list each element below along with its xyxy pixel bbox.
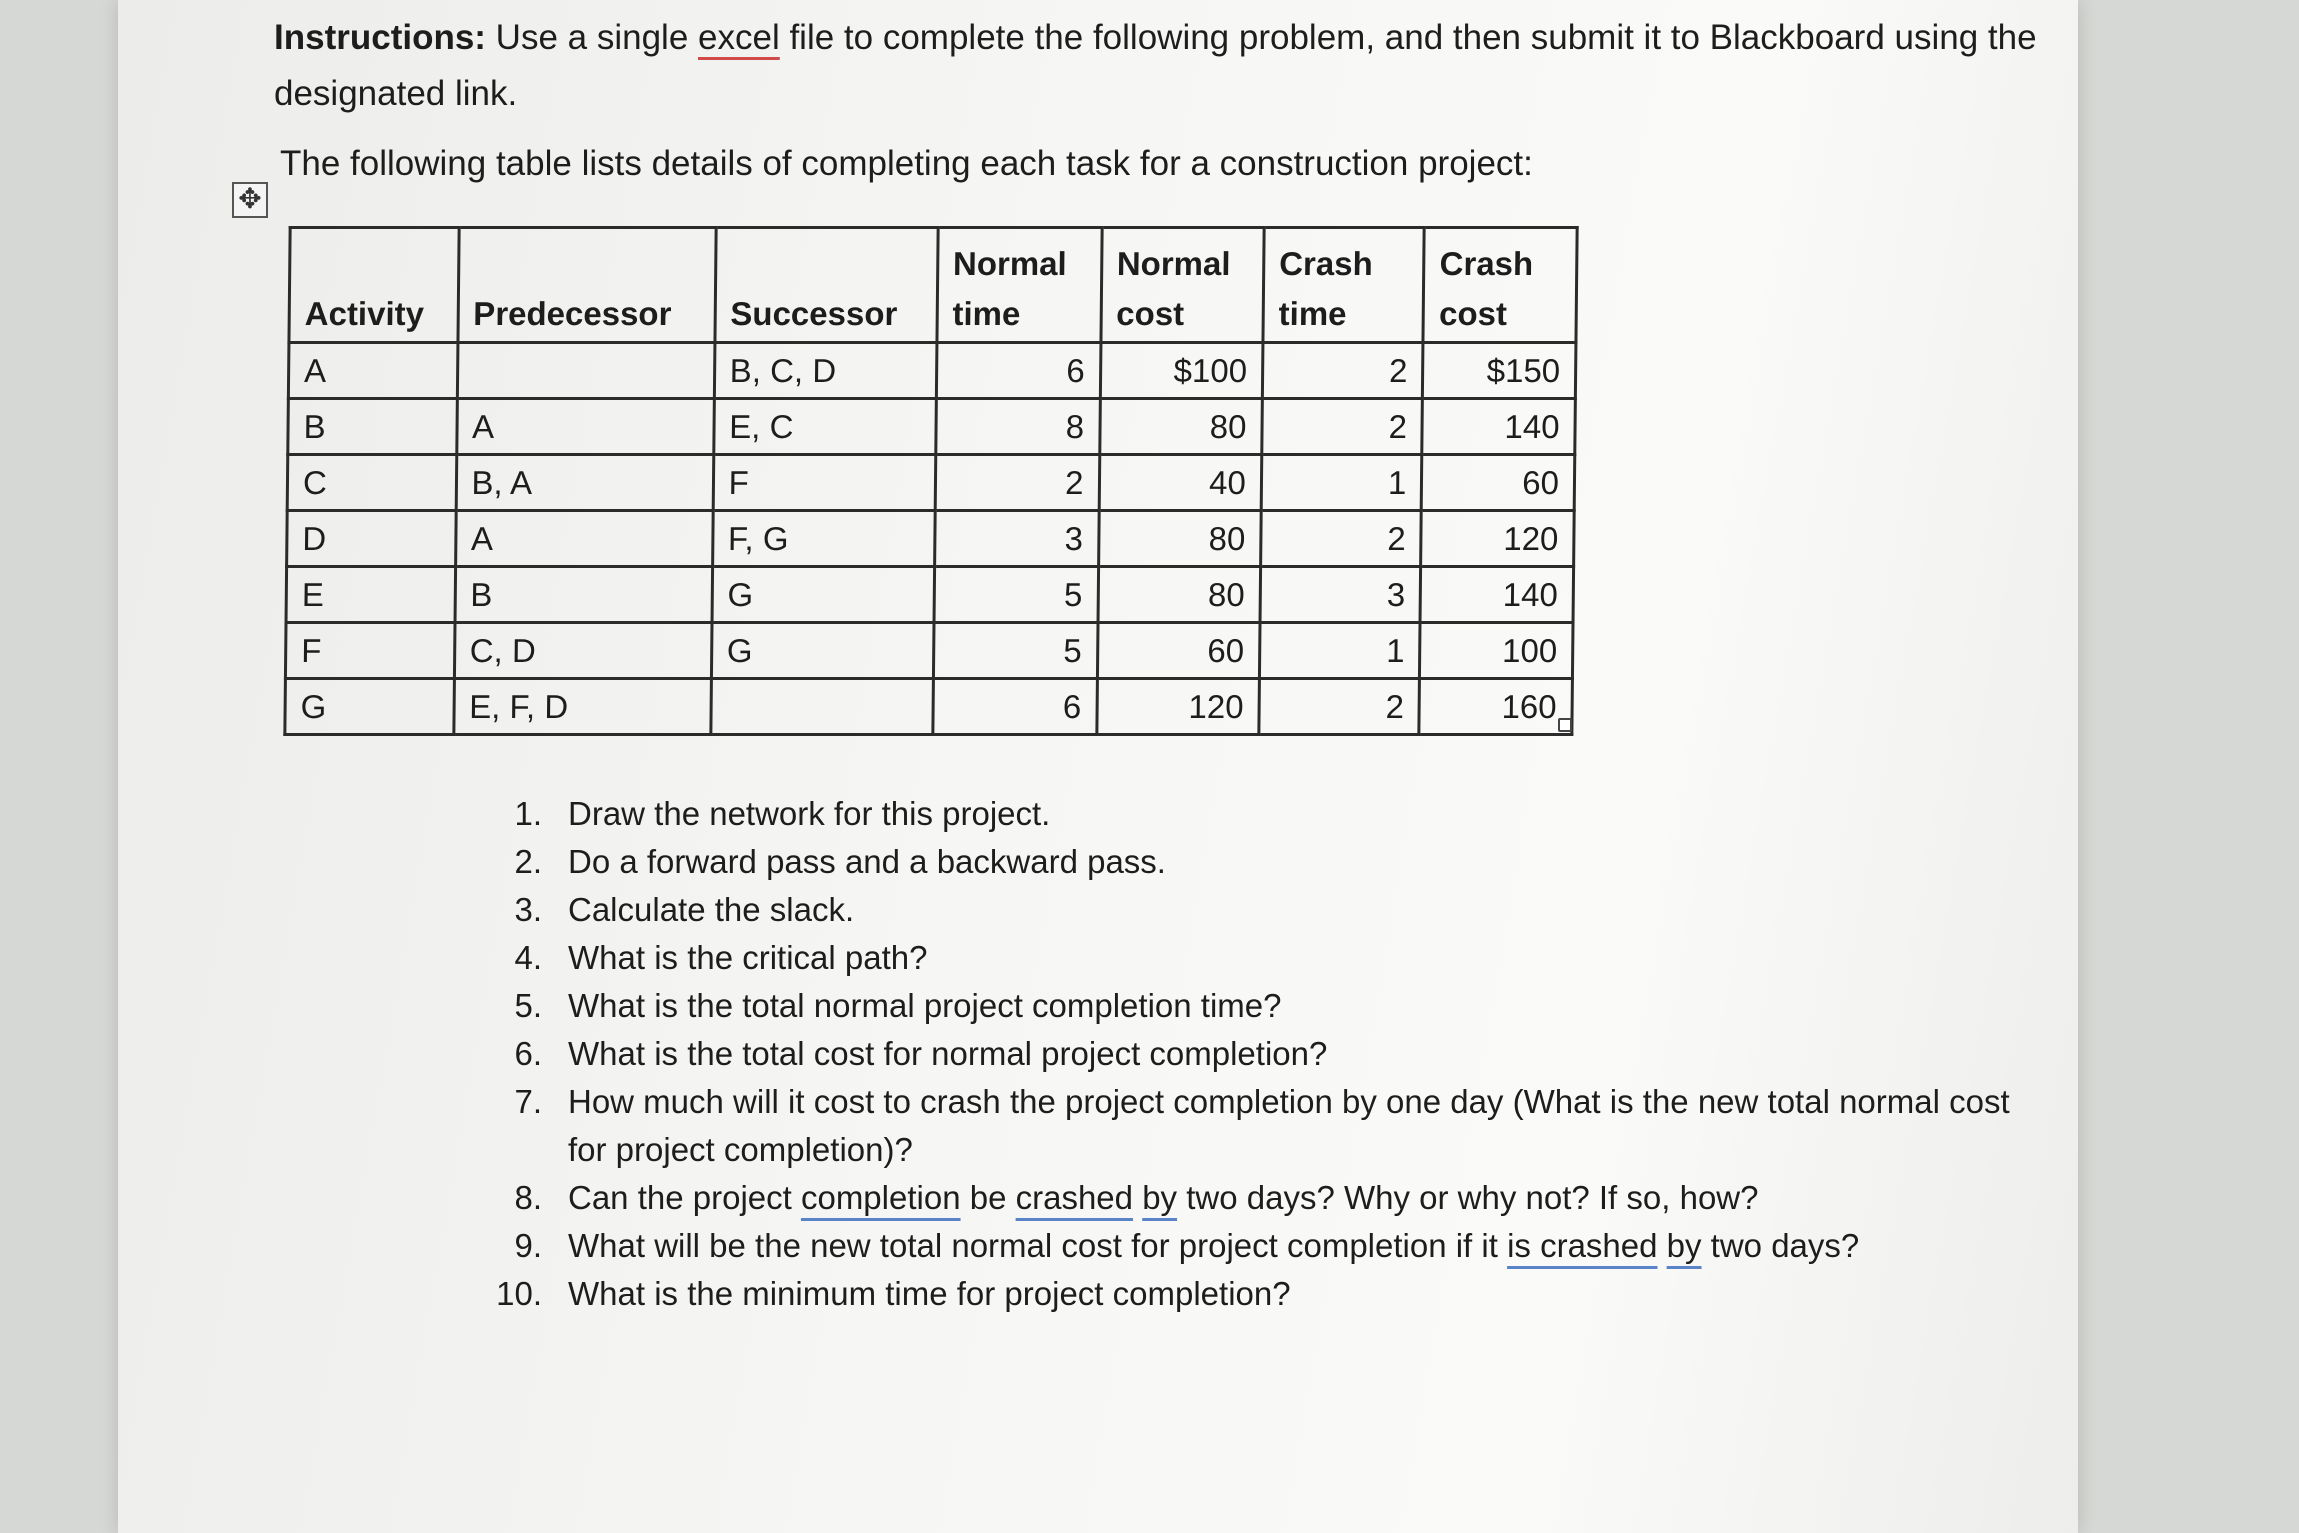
table-row: [288, 343, 1576, 399]
column-header: Crash time: [1263, 228, 1425, 343]
table-cell: 120: [1096, 679, 1259, 735]
table-cell: 140: [1422, 399, 1575, 455]
table-cell: C: [287, 455, 456, 511]
question-text: What will be the new total normal cost for project completion if it is crashed by two days?: [568, 1227, 1860, 1264]
instructions-text-after: file to complete the following problem, and then submit it to Blackboard using the designated link.: [274, 18, 2037, 113]
question-text: Calculate the slack.: [568, 891, 855, 928]
table-cell: [457, 343, 715, 399]
question-text: What is the minimum time for project completion?: [568, 1275, 1291, 1312]
table-header-row: [289, 228, 1577, 343]
question-number: 10.: [496, 1275, 542, 1312]
column-header: Normal cost: [1100, 228, 1264, 343]
table-cell: D: [287, 511, 456, 567]
instructions-paragraph: [274, 10, 2054, 122]
table-cell: 40: [1099, 455, 1262, 511]
table-cell: E, F, D: [453, 679, 711, 735]
table-cell: B, A: [456, 455, 714, 511]
instructions-text-before: Use a single: [485, 18, 699, 57]
question-text: Can the project completion be crashed by two days? Why or why not? If so, how?: [568, 1179, 1759, 1216]
table-cell: F: [285, 623, 454, 679]
question-item: [490, 838, 2010, 886]
table-cell: 100: [1420, 623, 1573, 679]
question-number: 6.: [514, 1035, 542, 1072]
table-cell: 80: [1099, 399, 1262, 455]
table-cell: 6: [933, 679, 1097, 735]
table-cell: 60: [1422, 455, 1575, 511]
table-row: [285, 623, 1573, 679]
question-number: 4.: [514, 939, 542, 976]
question-item: [490, 1270, 2010, 1318]
table-cell: 3: [1260, 567, 1421, 623]
table-row: [288, 399, 1576, 455]
table-cell: 2: [1262, 343, 1423, 399]
table-cell: 140: [1420, 567, 1573, 623]
table-cell: 60: [1097, 623, 1260, 679]
column-header: Activity: [289, 228, 459, 343]
table-cell: 160: [1419, 679, 1572, 735]
question-text: What is the total cost for normal project completion?: [568, 1035, 1328, 1072]
table-row: [287, 455, 1575, 511]
question-number: 1.: [514, 795, 542, 832]
table-cell: C, D: [454, 623, 712, 679]
question-number: 3.: [514, 891, 542, 928]
table-row: [287, 511, 1575, 567]
instructions-label: Instructions:: [274, 18, 486, 57]
table-cell: G: [712, 567, 935, 623]
question-text: What is the critical path?: [568, 939, 928, 976]
question-list: [490, 790, 2010, 1318]
question-text: Draw the network for this project.: [568, 795, 1051, 832]
table-cell: 120: [1421, 511, 1574, 567]
move-handle-icon[interactable]: ✥: [232, 182, 268, 218]
question-item: [490, 1174, 2010, 1222]
table-cell: 80: [1098, 567, 1261, 623]
question-item: [490, 886, 2010, 934]
column-header: Successor: [715, 228, 938, 343]
question-number: 7.: [514, 1083, 542, 1120]
table-cell: 6: [936, 343, 1100, 399]
question-text: Do a forward pass and a backward pass.: [568, 843, 1166, 880]
table-cell: E: [286, 567, 455, 623]
question-item: [490, 1222, 2010, 1270]
question-item: [490, 790, 2010, 838]
table-cell: $100: [1100, 343, 1263, 399]
task-table: [283, 226, 1578, 736]
question-text: What is the total normal project completion time?: [568, 987, 1282, 1024]
table-cell: 2: [1261, 511, 1422, 567]
table-cell: 5: [934, 567, 1098, 623]
table-cell: 8: [936, 399, 1100, 455]
question-number: 2.: [514, 843, 542, 880]
table-row: [286, 567, 1574, 623]
table-cell: A: [288, 343, 457, 399]
table-cell: B: [288, 399, 457, 455]
table-cell: F: [713, 455, 936, 511]
question-number: 9.: [514, 1227, 542, 1264]
table-cell: 2: [1262, 399, 1423, 455]
table-cell: B, C, D: [714, 343, 937, 399]
question-item: [490, 982, 2010, 1030]
table-cell: $150: [1423, 343, 1576, 399]
instructions-spellcheck-word: excel: [698, 18, 780, 57]
table-cell: E, C: [713, 399, 936, 455]
table-cell: 1: [1259, 623, 1420, 679]
table-cell: F, G: [712, 511, 935, 567]
table-cell: A: [455, 511, 713, 567]
question-text: How much will it cost to crash the project completion by one day (What is the new total normal cost for project completion)?: [568, 1083, 2010, 1168]
question-item: [490, 1078, 2010, 1174]
document-page: [118, 0, 2078, 1533]
question-number: 8.: [514, 1179, 542, 1216]
table-row: [285, 679, 1573, 735]
table-cell: 80: [1098, 511, 1261, 567]
table-cell: G: [285, 679, 454, 735]
table-cell: A: [456, 399, 714, 455]
question-item: [490, 1030, 2010, 1078]
table-intro: The following table lists details of completing each task for a construction project:: [280, 144, 1533, 183]
table-cell: 5: [933, 623, 1097, 679]
column-header: Normal time: [937, 228, 1102, 343]
column-header: Predecessor: [457, 228, 715, 343]
table-cell: 3: [934, 511, 1098, 567]
table-cell: 2: [935, 455, 1099, 511]
table-cell: B: [455, 567, 713, 623]
question-item: [490, 934, 2010, 982]
column-header: Crash cost: [1423, 228, 1577, 343]
resize-handle-icon[interactable]: [1558, 718, 1572, 732]
table-cell: 2: [1259, 679, 1420, 735]
question-number: 5.: [514, 987, 542, 1024]
table-cell: [710, 679, 933, 735]
table-cell: G: [711, 623, 934, 679]
table-cell: 1: [1261, 455, 1422, 511]
